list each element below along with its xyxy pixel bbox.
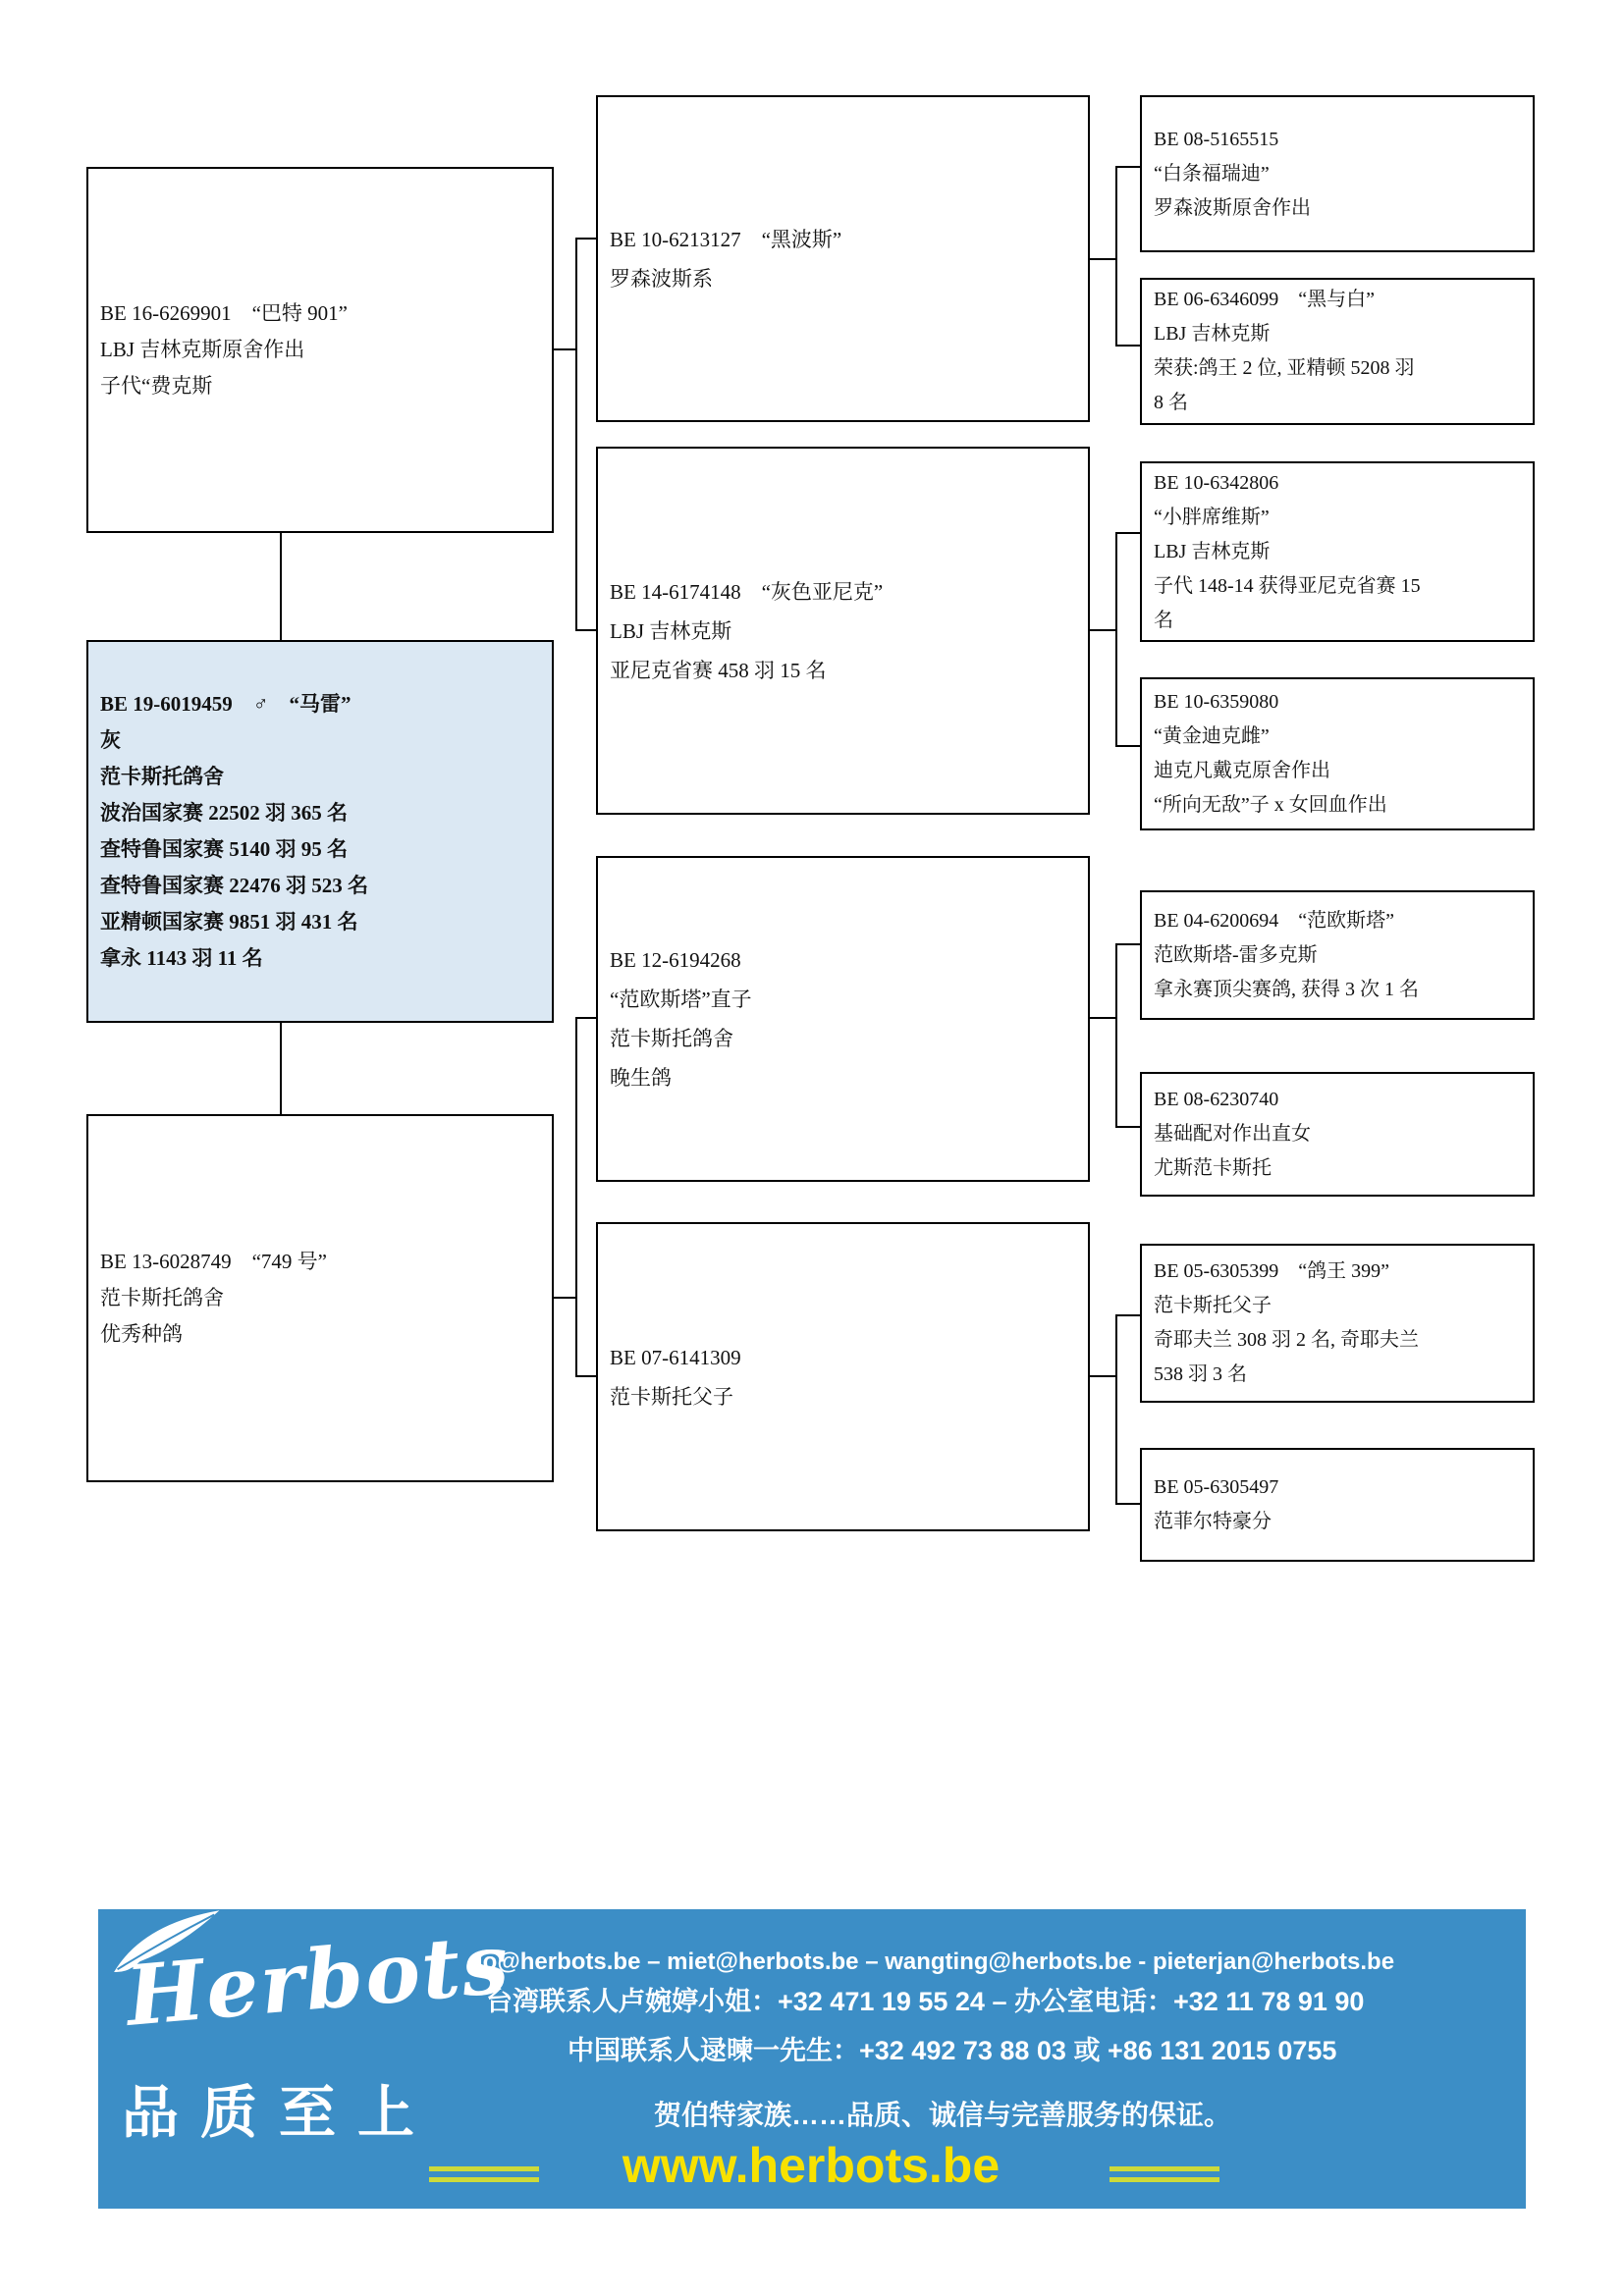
pedigree-line: 范卡斯托鸽舍 [610, 1027, 733, 1050]
stripe-decoration [429, 2177, 539, 2182]
connector-line [577, 238, 596, 240]
pedigree-line: BE 10-6213127 “黑波斯” [610, 227, 842, 251]
pedigree-line: 范卡斯托父子 [1154, 1295, 1272, 1316]
pedigree-line: 迪克凡戴克原舍作出 [1154, 760, 1330, 781]
pedigree-line: 查特鲁国家赛 5140 羽 95 名 [100, 837, 348, 861]
pedigree-line: 拿永赛顶尖赛鸽, 获得 3 次 1 名 [1154, 978, 1419, 1000]
pedigree-box-dam [86, 1114, 554, 1482]
pedigree-line: “范欧斯塔”直子 [610, 988, 752, 1011]
pedigree-line: 罗森波斯原舍作出 [1154, 196, 1311, 219]
pedigree-line: 奇耶夫兰 308 羽 2 名, 奇耶夫兰 [1154, 1329, 1419, 1351]
pedigree-line: 拿永 1143 羽 11 名 [100, 946, 263, 970]
pedigree-box-r2 [1140, 278, 1535, 425]
pedigree-box-m2 [596, 447, 1090, 815]
stripe-decoration [429, 2166, 539, 2171]
pedigree-line: LBJ 吉林克斯 [1154, 323, 1271, 345]
pedigree-line: BE 04-6200694 “范欧斯塔” [1154, 909, 1394, 932]
pedigree-line: BE 14-6174148 “灰色亚尼克” [610, 579, 884, 604]
banner-website: www.herbots.be [622, 2138, 1001, 2193]
connector-line [554, 348, 577, 350]
pedigree-line: 8 名 [1154, 392, 1188, 413]
connector-line [1115, 943, 1117, 1128]
pedigree-line: BE 08-5165515 [1154, 128, 1279, 150]
pedigree-line: BE 10-6359080 [1154, 691, 1279, 713]
pedigree-box-sire [86, 167, 554, 533]
pedigree-line: BE 12-6194268 [610, 948, 741, 972]
pedigree-line: 罗森波斯系 [610, 266, 713, 291]
pedigree-box-m4 [596, 1222, 1090, 1531]
pedigree-line: BE 19-6019459 ♂ “马雷” [100, 692, 352, 716]
connector-line [280, 533, 282, 640]
pedigree-line: LBJ 吉林克斯 [610, 618, 732, 643]
connector-line [1117, 532, 1140, 534]
pedigree-line: BE 07-6141309 [610, 1345, 741, 1369]
pedigree-line: BE 06-6346099 “黑与白” [1154, 289, 1375, 310]
pedigree-line: 子代 148-14 获得亚尼克省赛 15 [1154, 574, 1421, 597]
pedigree-box-subject [86, 640, 554, 1023]
pedigree-line: 荣获:鸽王 2 位, 亚精顿 5208 羽 [1154, 357, 1415, 379]
pedigree-line: 尤斯范卡斯托 [1154, 1157, 1272, 1179]
pedigree-line: 范卡斯托鸽舍 [100, 765, 224, 788]
pedigree-line: 波治国家赛 22502 羽 365 名 [100, 801, 348, 825]
pedigree-box-r5 [1140, 890, 1535, 1020]
connector-line [1090, 1375, 1117, 1377]
connector-line [1117, 166, 1140, 168]
connector-line [1117, 1314, 1140, 1316]
pedigree-line: LBJ 吉林克斯原舍作出 [100, 338, 305, 361]
connector-line [575, 238, 577, 631]
pedigree-line: BE 10-6342806 [1154, 471, 1279, 494]
connector-line [1090, 629, 1117, 631]
connector-line [1090, 1017, 1117, 1019]
pedigree-box-r7 [1140, 1244, 1535, 1403]
pedigree-box-r1 [1140, 95, 1535, 252]
connector-line [577, 629, 596, 631]
pedigree-line: 范菲尔特豪分 [1154, 1511, 1272, 1532]
banner-emails: jo@herbots.be – miet@herbots.be – wangting@herbots.be - pieterjan@herbots.be [476, 1949, 1395, 1975]
pedigree-box-r3 [1140, 461, 1535, 642]
pedigree-line: 538 羽 3 名 [1154, 1363, 1247, 1385]
connector-line [1115, 166, 1117, 347]
connector-line [577, 1017, 596, 1019]
pedigree-line: BE 05-6305497 [1154, 1476, 1279, 1498]
pedigree-line: 范卡斯托鸽舍 [100, 1286, 224, 1309]
connector-line [1117, 345, 1140, 347]
pedigree-line: BE 16-6269901 “巴特 901” [100, 301, 348, 325]
pedigree-line: “小胖席维斯” [1154, 506, 1270, 528]
pedigree-box-r4 [1140, 677, 1535, 830]
pedigree-line: “黄金迪克雌” [1154, 725, 1270, 747]
herbots-banner [98, 1909, 1526, 2209]
stripe-decoration [1110, 2166, 1219, 2171]
pedigree-line: BE 05-6305399 “鸽王 399” [1154, 1260, 1389, 1282]
pedigree-line: BE 08-6230740 [1154, 1089, 1279, 1110]
pedigree-box-r6 [1140, 1072, 1535, 1197]
connector-line [1090, 258, 1117, 260]
banner-contact-china: 中国联系人逯暕一先生：+32 492 73 88 03 或 +86 131 2015 0755 [568, 2036, 1337, 2065]
herbots-logo-subtitle: 品质至上 [122, 2081, 437, 2145]
pedigree-line: 范卡斯托父子 [610, 1384, 733, 1409]
stripe-decoration [1110, 2177, 1219, 2182]
connector-line [554, 1297, 577, 1299]
pedigree-line: 晚生鸽 [610, 1066, 672, 1090]
pedigree-box-m3 [596, 856, 1090, 1182]
pedigree-box-r8 [1140, 1448, 1535, 1562]
pedigree-line: 名 [1154, 609, 1173, 631]
pedigree-line: 范欧斯塔-雷多克斯 [1154, 943, 1318, 966]
pedigree-line: 优秀种鸽 [100, 1322, 183, 1346]
pedigree-line: 子代“费克斯 [100, 374, 213, 398]
connector-line [1117, 745, 1140, 747]
pedigree-line: 灰 [100, 728, 121, 752]
connector-line [1115, 532, 1117, 747]
pedigree-line: LBJ 吉林克斯 [1154, 540, 1271, 562]
connector-line [577, 1375, 596, 1377]
herbots-logo: Herbots [122, 1914, 514, 2045]
connector-line [1117, 943, 1140, 945]
connector-line [575, 1017, 577, 1377]
connector-line [1115, 1314, 1117, 1505]
banner-contact-taiwan: 台湾联系人卢婉婷小姐：+32 471 19 55 24 – 办公室电话：+32 11 78 91 90 [486, 1987, 1365, 2016]
banner-slogan: 贺伯特家族……品质、诚信与完善服务的保证。 [653, 2100, 1231, 2130]
pedigree-line: 查特鲁国家赛 22476 羽 523 名 [100, 874, 368, 897]
pedigree-line: 基础配对作出直女 [1154, 1123, 1311, 1145]
pedigree-line: BE 13-6028749 “749 号” [100, 1250, 327, 1273]
connector-line [1117, 1126, 1140, 1128]
pedigree-line: “白条福瑞迪” [1154, 162, 1270, 185]
pedigree-line: “所向无敌”子 x 女回血作出 [1154, 794, 1387, 816]
pedigree-box-m1 [596, 95, 1090, 422]
pedigree-line: 亚尼克省赛 458 羽 15 名 [610, 658, 827, 682]
pedigree-line: 亚精顿国家赛 9851 羽 431 名 [100, 910, 358, 934]
connector-line [280, 1023, 282, 1114]
connector-line [1117, 1503, 1140, 1505]
